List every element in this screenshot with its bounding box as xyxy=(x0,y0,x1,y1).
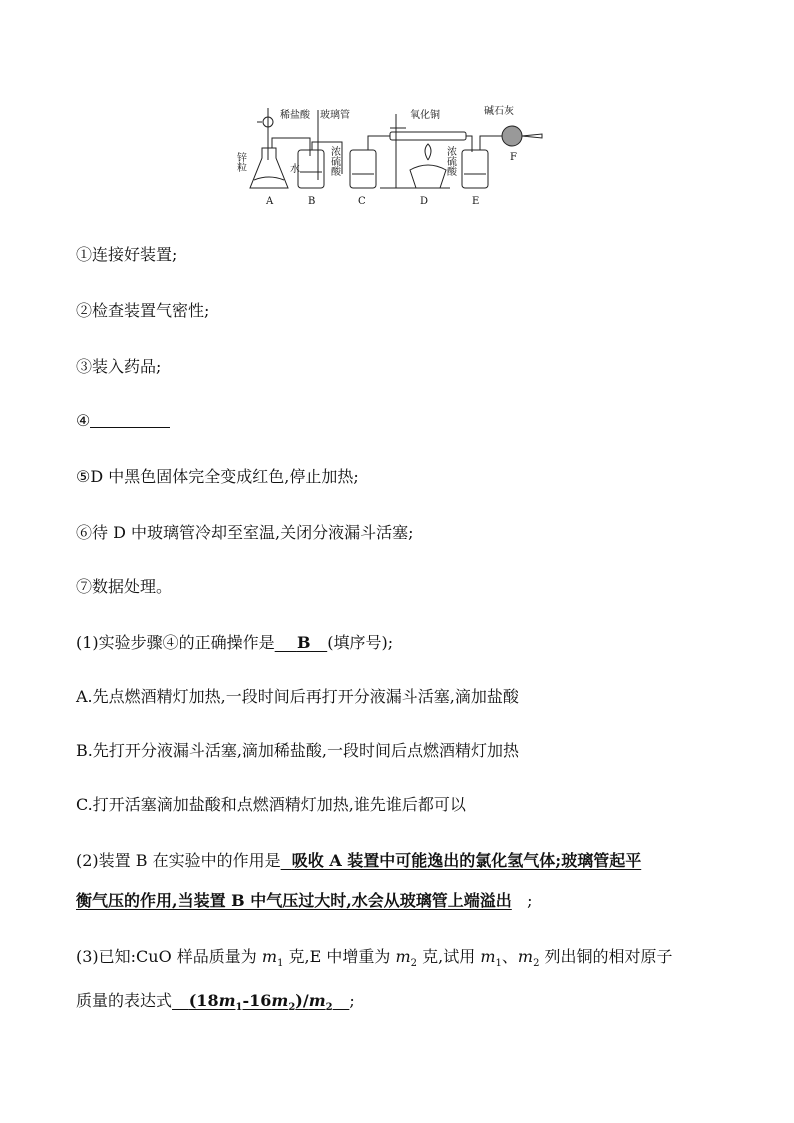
q3-text-d: 、 xyxy=(501,947,518,966)
q3-m1b: m xyxy=(480,947,496,966)
label-a: A xyxy=(266,196,274,207)
label-h2so4-e: 浓硫酸 xyxy=(444,146,456,176)
step-6: ⑥待 D 中玻璃管冷却至室温,关闭分液漏斗活塞; xyxy=(76,523,414,542)
q1-suffix: (填序号); xyxy=(327,633,394,652)
q3-text-e: 列出铜的相对原子 xyxy=(544,947,673,966)
q2-suffix-text: ; xyxy=(527,891,533,910)
label-zinc: 锌粒 xyxy=(234,152,246,172)
q3-m1: m xyxy=(261,947,278,966)
question-1 xyxy=(76,632,393,654)
label-hcl: 稀盐酸 xyxy=(280,110,310,121)
q3-suffix: ; xyxy=(349,991,355,1010)
question-3 xyxy=(76,946,673,975)
step-2: ②检查装置气密性; xyxy=(76,301,210,320)
step-3: ③装入药品; xyxy=(76,357,162,376)
step-4-label: ④ xyxy=(76,411,91,430)
label-glass-tube: 玻璃管 xyxy=(320,110,350,121)
q3-answer-formula xyxy=(172,991,349,1014)
q3-text-b: 克,E 中增重为 xyxy=(288,947,391,966)
label-d: D xyxy=(420,196,429,207)
q2-prefix: (2)装置 B 在实验中的作用是 xyxy=(76,851,281,870)
q1-answer-text: B xyxy=(296,633,311,652)
label-cuo: 氧化铜 xyxy=(410,110,440,121)
step-5: ⑤D 中黑色固体完全变成红色,停止加热; xyxy=(76,467,359,486)
label-b: B xyxy=(308,196,316,207)
step-1: ①连接好装置; xyxy=(76,245,178,264)
step-7: ⑦数据处理。 xyxy=(76,577,173,596)
q3-formula-b: -16 xyxy=(242,991,272,1010)
q3-formula-a: (18 xyxy=(188,991,219,1010)
q3-formula-m2: m xyxy=(271,991,289,1010)
label-c: C xyxy=(358,196,366,207)
label-h2so4-c: 浓硫酸 xyxy=(328,146,340,176)
q2-suffix xyxy=(512,891,533,910)
bottle-e-icon xyxy=(462,150,488,188)
q1-answer xyxy=(275,633,328,652)
bottle-b-icon xyxy=(298,150,324,188)
q3-formula-c: )/ xyxy=(295,991,309,1010)
tube-d-icon xyxy=(390,132,466,140)
q3-formula-m2b-sub: 2 xyxy=(325,1002,333,1014)
bottle-c-icon xyxy=(350,150,376,188)
drying-tube-f-icon xyxy=(502,126,522,146)
q2-answer-line1-text: 吸收 A 装置中可能逸出的氯化氢气体;玻璃管起平 xyxy=(291,851,642,870)
step-4 xyxy=(76,410,170,432)
q1-option-b: B.先打开分液漏斗活塞,滴加稀盐酸,一段时间后点燃酒精灯加热 xyxy=(76,741,520,760)
q1-option-a: A.先点燃酒精灯加热,一段时间后再打开分液漏斗活塞,滴加盐酸 xyxy=(76,687,519,706)
q1-prefix: (1)实验步骤④的正确操作是 xyxy=(76,633,275,652)
q3-m2-sub: 2 xyxy=(410,958,418,970)
q2-answer-line1 xyxy=(281,851,642,870)
lamp-icon xyxy=(410,165,446,188)
q3-m2: m xyxy=(395,947,411,966)
label-water: 水 xyxy=(290,164,300,175)
label-f: F xyxy=(510,152,517,163)
q3-formula-m1-sub: 1 xyxy=(235,1002,243,1014)
q3-m1b-sub: 1 xyxy=(495,958,502,970)
q3-m2b: m xyxy=(517,947,534,966)
q3-formula-m2b: m xyxy=(308,991,326,1010)
step-4-blank xyxy=(90,411,170,428)
question-2 xyxy=(76,850,641,872)
q2-answer-line2: 衡气压的作用,当装置 B 中气压过大时,水会从玻璃管上端溢出 xyxy=(76,891,512,910)
q1-option-c: C.打开活塞滴加盐酸和点燃酒精灯加热,谁先谁后都可以 xyxy=(76,795,466,814)
q3-m2b-sub: 2 xyxy=(533,958,540,970)
q3-text-a: (3)已知:CuO 样品质量为 xyxy=(76,947,257,966)
flask-a-icon xyxy=(250,148,288,188)
apparatus-figure xyxy=(234,100,560,212)
q3-line2-prefix: 质量的表达式 xyxy=(76,991,173,1010)
label-e: E xyxy=(472,196,480,207)
q3-m1-sub: 1 xyxy=(277,958,284,970)
q3-formula-m2-sub: 2 xyxy=(288,1002,296,1014)
q3-formula-m1: m xyxy=(218,991,236,1010)
question-3-cont xyxy=(76,990,355,1019)
question-2-cont xyxy=(76,890,532,912)
label-soda-lime: 碱石灰 xyxy=(484,106,514,117)
q3-text-c: 克,试用 xyxy=(422,947,476,966)
